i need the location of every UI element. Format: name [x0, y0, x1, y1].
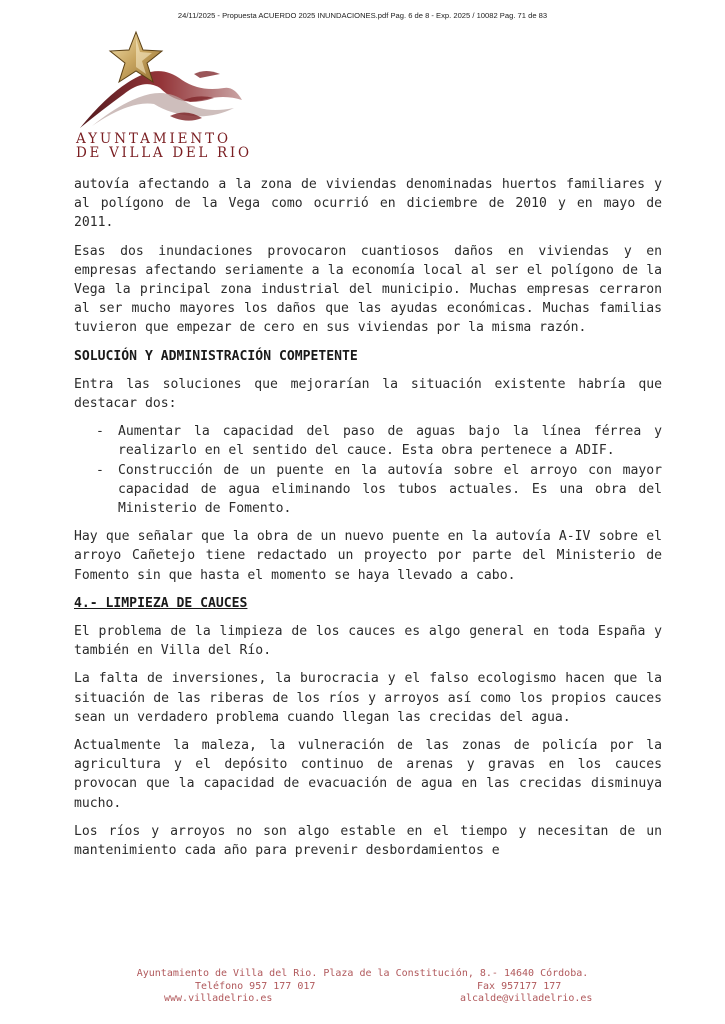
footer-fax: Fax 957177 177 [477, 980, 562, 992]
logo-emblem-icon [74, 28, 254, 132]
footer-address: Ayuntamiento de Villa del Rio. Plaza de la Constitución, 8.- 14640 Córdoba. [136, 968, 589, 979]
list-item-text: Construcción de un puente en la autovía sobre el arroyo con mayor capacidad de agua eliminando los tubos actuales. Es una obra del Ministerio de Fomento. [118, 462, 662, 517]
footer-website-link[interactable]: www.villadelrio.es [164, 993, 273, 1004]
list-item [74, 422, 662, 460]
logo-name-line1: AYUNTAMIENTO [76, 131, 232, 147]
bullet-dash: - [96, 462, 104, 478]
footer-email-link[interactable]: alcalde@villadelrio.es [460, 993, 593, 1004]
bullet-dash: - [96, 424, 104, 440]
section-heading-limpieza: 4.- LIMPIEZA DE CAUCES [74, 595, 248, 611]
paragraph: Actualmente la maleza, la vulneración de las zonas de policía por la agricultura y el depósito continuo de arenas y gravas en los cauces provocan que la capacidad de evacuación de agua en las crecidas disminuya mucho. [74, 738, 662, 811]
document-header-stamp: 24/11/2025 - Propuesta ACUERDO 2025 INUNDACIONES.pdf Pag. 6 de 8 - Exp. 2025 / 10082 Pag. 71 de 83 [177, 11, 548, 20]
town-hall-logo [74, 28, 254, 162]
paragraph: autovía afectando a la zona de viviendas denominadas huertos familiares y al polígono de la Vega como ocurrió en diciembre de 2010 y en mayo de 2011. [74, 177, 662, 231]
paragraph: Entra las soluciones que mejorarían la situación existente habría que destacar dos: [74, 376, 662, 412]
solution-heading: SOLUCIÓN Y ADMINISTRACIÓN COMPETENTE [74, 348, 358, 364]
solutions-list [74, 422, 662, 518]
paragraph: Los ríos y arroyos no son algo estable en el tiempo y necesitan de un mantenimiento cada año para prevenir desbordamientos e [74, 823, 662, 859]
logo-name-line2: DE VILLA DEL RIO [76, 145, 252, 161]
document-body [74, 175, 662, 869]
page-footer [0, 968, 725, 1006]
paragraph: La falta de inversiones, la burocracia y el falso ecologismo hacen que la situación de las riberas de los ríos y arroyos así como los propios cauces sean un verdadero problema cuando llegan las crecidas del agua. [74, 671, 662, 725]
paragraph: Hay que señalar que la obra de un nuevo puente en la autovía A-IV sobre el arroyo Cañetejo tiene redactado un proyecto por parte del Ministerio de Fomento sin que hasta el momento se haya llevado a cabo. [74, 529, 662, 583]
list-item-text: Aumentar la capacidad del paso de aguas bajo la línea férrea y realizarlo en el sentido del cauce. Esta obra pertenece a ADIF. [118, 424, 662, 459]
paragraph: Esas dos inundaciones provocaron cuantiosos daños en viviendas y en empresas afectando seriamente a la economía local al ser el polígono de la Vega la principal zona industrial del municipio. Muchas empresas cerraron al ser mucho mayores los daños que las ayudas económicas. Muchas familias tuvieron que empezar de cero en sus viviendas por la misma razón. [74, 243, 662, 336]
paragraph: El problema de la limpieza de los cauces es algo general en toda España y también en Villa del Río. [74, 624, 662, 659]
list-item [74, 461, 662, 519]
footer-phone: Teléfono 957 177 017 [195, 980, 316, 992]
